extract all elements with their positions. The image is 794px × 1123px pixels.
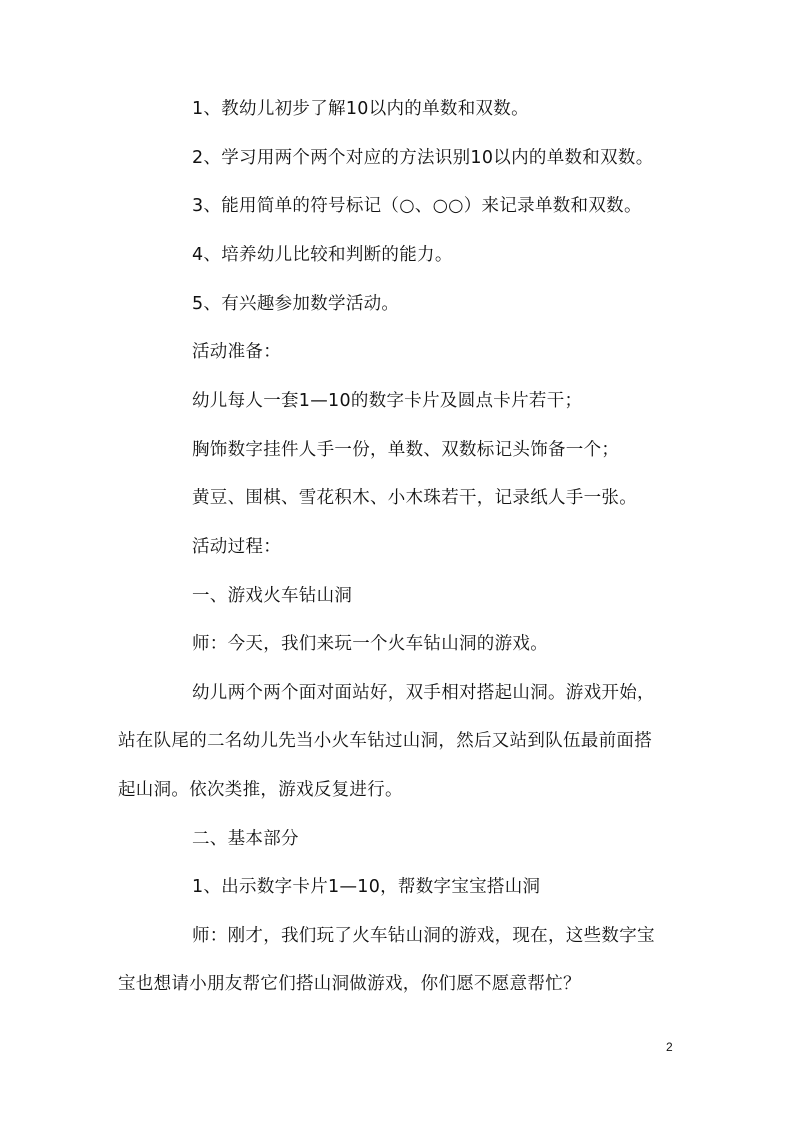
objective-5: 5、有兴趣参加数学活动。	[192, 294, 400, 314]
subheading-train-game: 一、游戏火车钻山洞	[192, 586, 353, 606]
section-heading-preparation: 活动准备：	[192, 342, 281, 362]
objective-1: 1、教幼儿初步了解10以内的单数和双数。	[192, 99, 529, 119]
teacher-line-1: 师：今天，我们来玩一个火车钻山洞的游戏。	[192, 634, 548, 654]
section-heading-process: 活动过程：	[192, 537, 281, 557]
page-number: 2	[666, 1040, 673, 1054]
paragraph-line-3: 起山洞。依次类推，游戏反复进行。	[118, 780, 403, 800]
paragraph-line-2: 站在队尾的二名幼儿先当小火车钻过山洞，然后又站到队伍最前面搭	[118, 731, 652, 751]
objective-4: 4、培养幼儿比较和判断的能力。	[192, 245, 453, 265]
preparation-item-3: 黄豆、围棋、雪花积木、小木珠若干，记录纸人手一张。	[192, 488, 637, 508]
preparation-item-1: 幼儿每人一套1—10的数字卡片及圆点卡片若干；	[192, 391, 583, 411]
paragraph-line-1: 幼儿两个两个面对面站好，双手相对搭起山洞。游戏开始，	[192, 683, 655, 703]
subheading-basic-part: 二、基本部分	[192, 829, 299, 849]
preparation-item-2: 胸饰数字挂件人手一份，单数、双数标记头饰备一个；	[192, 440, 620, 460]
teacher-line-2: 师：刚才，我们玩了火车钻山洞的游戏，现在，这些数字宝	[192, 926, 655, 946]
teacher-line-2-cont: 宝也想请小朋友帮它们搭山洞做游戏，你们愿不愿意帮忙？	[118, 974, 581, 994]
objective-2: 2、学习用两个两个对应的方法识别10以内的单数和双数。	[192, 148, 654, 168]
step-1-heading: 1、出示数字卡片1—10，帮数字宝宝搭山洞	[192, 877, 541, 897]
objective-3: 3、能用简单的符号标记（○、○○）来记录单数和双数。	[192, 196, 642, 216]
